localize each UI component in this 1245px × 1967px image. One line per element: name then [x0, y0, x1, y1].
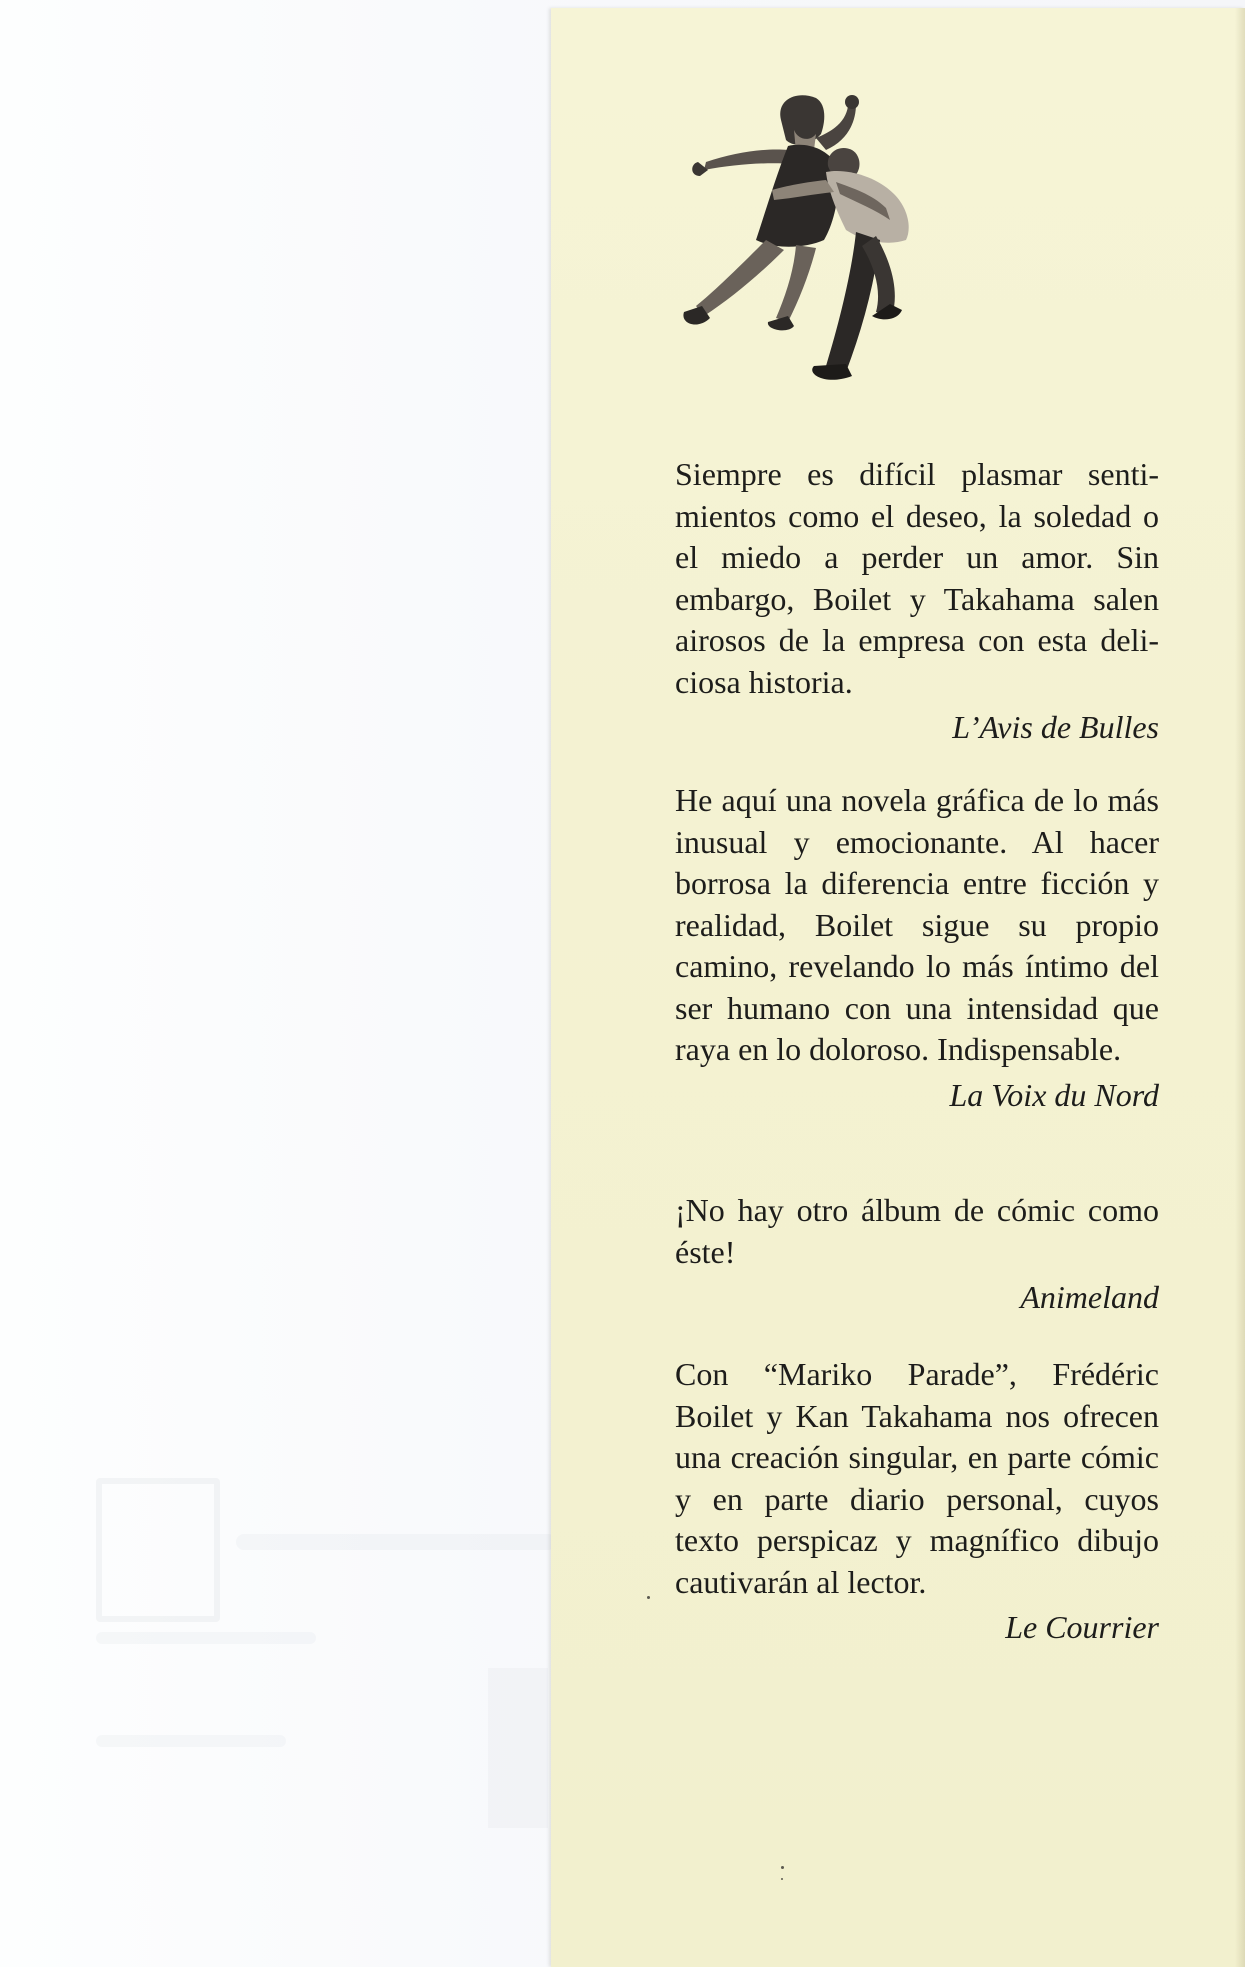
- jacket-flap: [551, 8, 1245, 1967]
- dust-speck: [781, 1878, 783, 1880]
- dust-speck: [647, 1596, 650, 1599]
- bleed-through-line: [236, 1534, 556, 1550]
- review-block: [675, 454, 1159, 749]
- review-source: La Voix du Nord: [949, 1076, 1159, 1113]
- review-source: Le Courrier: [1005, 1609, 1159, 1645]
- dust-speck: [781, 1866, 784, 1869]
- bleed-through-block: [488, 1668, 548, 1828]
- review-source: Animeland: [1020, 1279, 1159, 1315]
- review-text: Siempre es difícil plasmar sentimientos como el deseo, la soledad o el miedo a perder un amor. Sin embargo, Boilet y Takahama salen airosos de la empresa con esta deliciosa historia.: [675, 456, 1159, 700]
- review-block: [675, 1190, 1159, 1319]
- review-source: L’Avis de Bulles: [952, 709, 1159, 745]
- dancing-couple-illustration: [676, 90, 976, 410]
- review-block: [675, 780, 1159, 1116]
- review-text: He aquí una novela gráfica de lo más inusual y emocionante. Al hacer borrosa la diferencia entre ficción y realidad, Boilet sigue su propio camino, revelando lo más íntimo del ser humano con una intensidad que raya en lo doloroso. Indispensable.: [675, 782, 1159, 1067]
- review-text: ¡No hay otro álbum de cómic como éste!: [675, 1192, 1159, 1270]
- review-text: Con “Mariko Parade”, Frédéric Boilet y Kan Takahama nos ofrecen una creación singular, en parte cómic y en parte diario personal, cuyos texto perspicaz y magnífico dibujo cautivarán al lector.: [675, 1356, 1159, 1600]
- review-block: [675, 1354, 1159, 1649]
- bleed-through-line: [96, 1632, 316, 1644]
- flap-edge-shadow: [1235, 8, 1245, 1967]
- library-stamp-ghost: [96, 1478, 220, 1622]
- bleed-through-line: [96, 1735, 286, 1747]
